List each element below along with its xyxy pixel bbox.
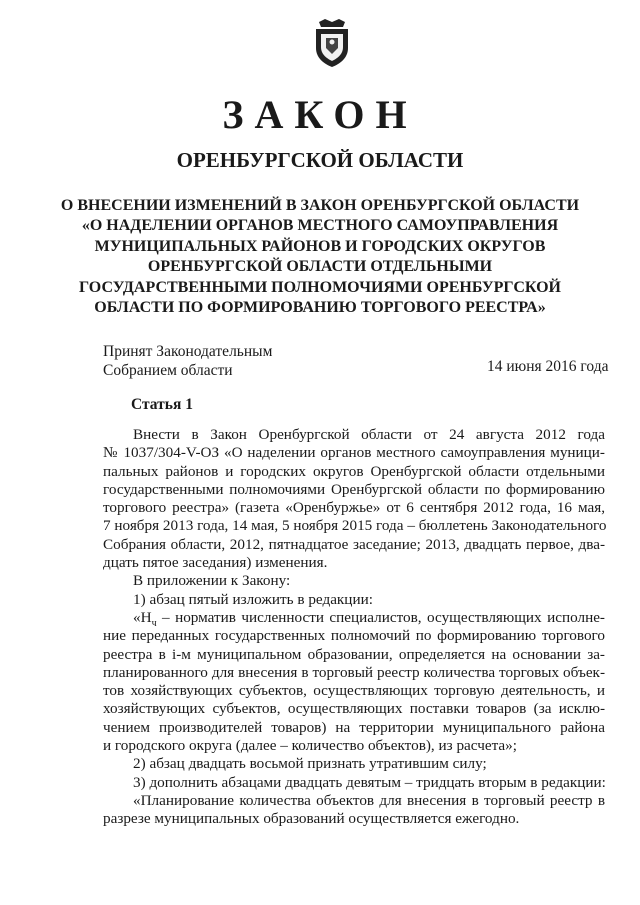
body-line: 3) дополнить абзацами двадцать девятым – тридцать вторым в редакции: xyxy=(133,773,606,791)
heading-line: ОРЕНБУРГСКОЙ ОБЛАСТИ ОТДЕЛЬНЫМИ xyxy=(147,258,493,276)
formula-line xyxy=(103,609,605,627)
body-line: «Планирование количества объектов для внесения в торговый реестр в xyxy=(133,791,605,809)
coat-of-arms-icon xyxy=(311,18,353,68)
formula-text: – норматив численности специалистов, осуществляющих исполне- xyxy=(162,608,605,626)
body-line: планированного для внесения в торговый реестр количества торговых объек- xyxy=(103,663,605,681)
document-subtitle: ОРЕНБУРГСКОЙ ОБЛАСТИ xyxy=(176,148,464,172)
adoption-date: 14 июня 2016 года xyxy=(487,358,609,375)
formula-subscript: ч xyxy=(151,618,157,629)
body-line: В приложении к Закону: xyxy=(133,572,291,590)
body-line: 1) абзац пятый изложить в редакции: xyxy=(133,590,373,608)
body-line: разрезе муниципальных образований осуществляется ежегодно. xyxy=(103,810,520,828)
body-line: Собрания области, 2012, пятнадцатое заседание; 2013, двадцать первое, два- xyxy=(103,535,605,553)
law-heading xyxy=(60,196,580,318)
formula-symbol: «Н xyxy=(133,608,152,626)
heading-line: «О НАДЕЛЕНИИ ОРГАНОВ МЕСТНОГО САМОУПРАВЛЕНИЯ xyxy=(81,217,559,235)
article-title: Статья 1 xyxy=(131,396,193,413)
heading-line: О ВНЕСЕНИИ ИЗМЕНЕНИЙ В ЗАКОН ОРЕНБУРГСКОЙ ОБЛАСТИ xyxy=(60,197,580,214)
body-line: 7 ноября 2013 года, 14 мая, 5 ноября 2015 года – бюллетень Законодательного xyxy=(103,517,607,535)
body-line: дцать пятое заседания) изменения. xyxy=(103,554,328,572)
body-line: пальных районов и городских округов Оренбургской области отдельными xyxy=(103,462,605,480)
body-line: государственными полномочиями Оренбургской области по формированию xyxy=(103,480,605,498)
heading-line: МУНИЦИПАЛЬНЫХ РАЙОНОВ И ГОРОДСКИХ ОКРУГОВ xyxy=(94,237,546,255)
body-line: ние переданных государственных полномочий по формированию торгового xyxy=(103,627,605,645)
adoption-line: Собранием области xyxy=(103,362,233,379)
body-line: чением производителей товаров) на территории муниципального района xyxy=(103,718,605,736)
article-body xyxy=(103,426,605,829)
body-line: тов хозяйствующих субъектов, осуществляющих торговую деятельность, и xyxy=(103,682,605,700)
heading-line: ОБЛАСТИ ПО ФОРМИРОВАНИЮ ТОРГОВОГО РЕЕСТРА» xyxy=(94,299,546,317)
body-line: № 1037/304-V-ОЗ «О наделении органов местного самоуправления муници- xyxy=(103,444,605,462)
body-line: хозяйствующих субъектов, осуществляющих поставки товаров (за исклю- xyxy=(103,700,605,718)
adoption-statement xyxy=(103,342,272,380)
body-line: реестра в i-м муниципальном образовании, определяется на основании за- xyxy=(103,645,605,663)
heading-line: ГОСУДАРСТВЕННЫМИ ПОЛНОМОЧИЯМИ ОРЕНБУРГСКОЙ xyxy=(79,278,561,296)
body-line: и городского округа (далее – количество объектов), из расчета»; xyxy=(103,737,517,755)
adoption-line: Принят Законодательным xyxy=(103,343,273,360)
body-line: торгового реестра» (газета «Оренбуржье» от 6 сентября 2012 года, 16 мая, xyxy=(103,499,605,517)
body-line: 2) абзац двадцать восьмой признать утратившим силу; xyxy=(133,755,487,773)
document-title: ЗАКОН xyxy=(222,92,418,137)
body-line: Внести в Закон Оренбургской области от 24 августа 2012 года xyxy=(133,426,605,443)
